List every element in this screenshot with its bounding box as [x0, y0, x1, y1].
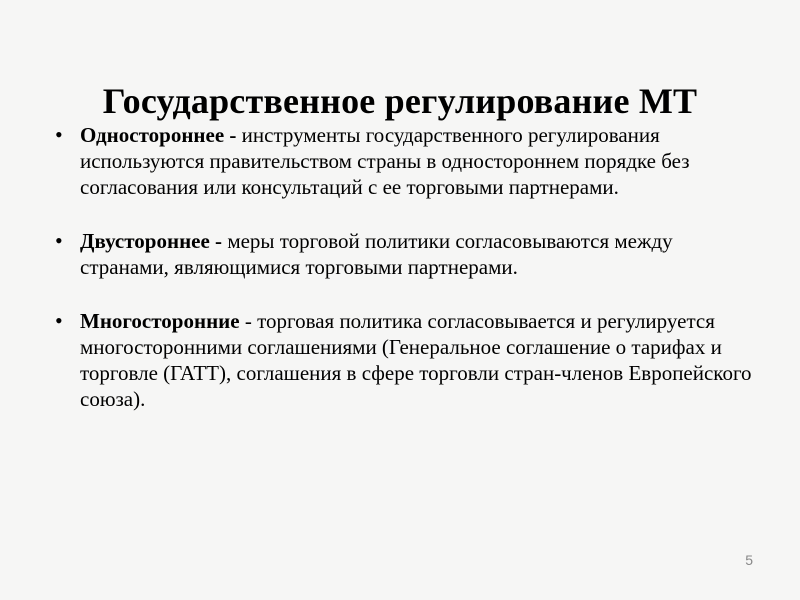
bullet-list	[55, 122, 765, 412]
bullet-text: инструменты государственного регулирования используются правительством страны в одностороннем порядке без согласования или консультаций с ее торговыми партнерами.	[80, 123, 690, 199]
bullet-text: - торговая политика согласовывается и регулируется многосторонними соглашениями (Генеральное соглашение о тарифах и торговле (ГАТТ), соглашения в сфере торговли стран-членов Европейского союза).	[80, 309, 752, 411]
bullet-item-unilateral	[55, 122, 765, 200]
bullet-icon: •	[55, 122, 63, 147]
slide-title: Государственное регулирование МТ	[102, 81, 698, 122]
bullet-icon: •	[55, 308, 63, 333]
bullet-item-multilateral	[55, 308, 765, 412]
page-number: 5	[745, 552, 753, 568]
bullet-icon: •	[55, 228, 63, 253]
bullet-term: Многосторонние	[80, 309, 240, 333]
bullet-term: Двустороннее -	[80, 229, 223, 253]
bullet-item-bilateral	[55, 228, 765, 280]
bullet-text: меры торговой политики согласовываются между странами, являющимися торговыми партнерами.	[80, 229, 673, 279]
bullet-term: Одностороннее -	[80, 123, 237, 147]
